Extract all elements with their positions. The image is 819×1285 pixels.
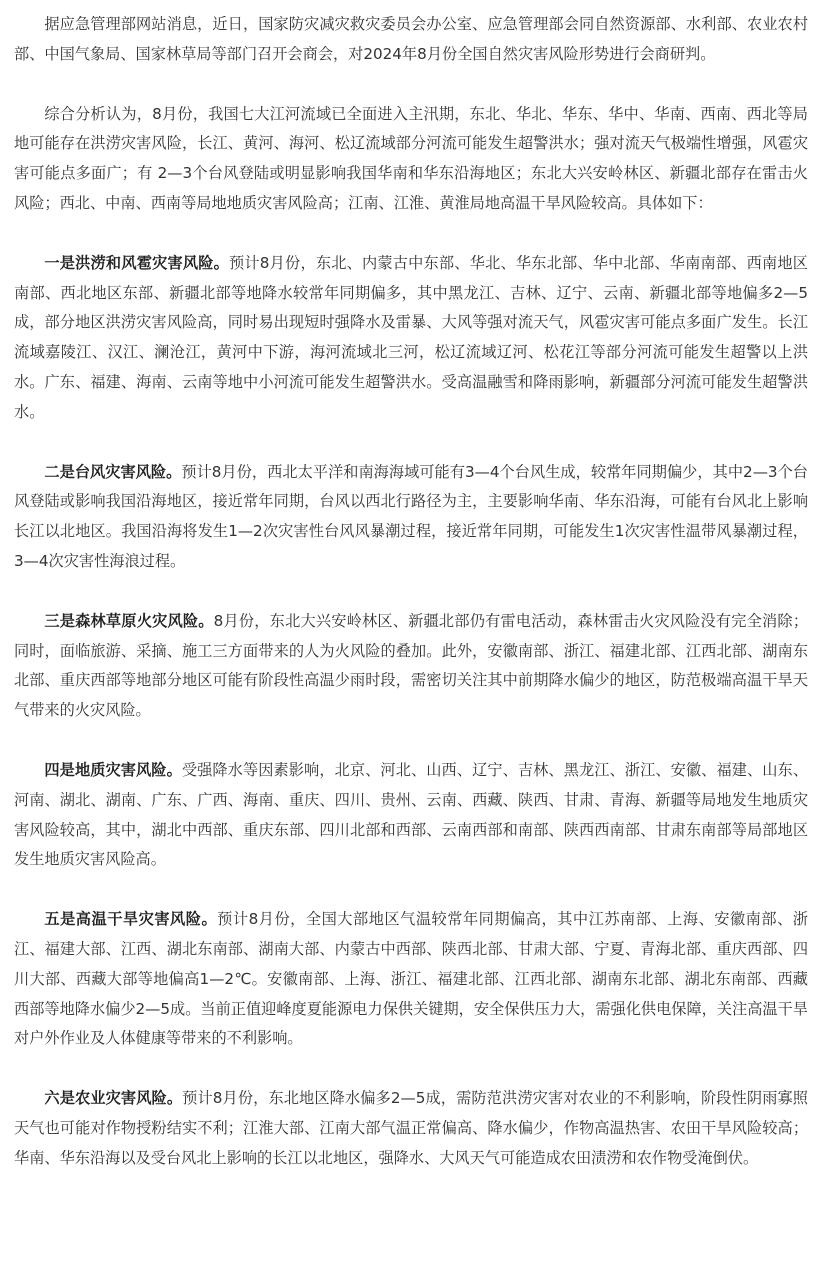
paragraph-gap xyxy=(14,219,808,249)
paragraph-gap xyxy=(14,577,808,607)
article-body xyxy=(14,10,808,1174)
intro-paragraph: 据应急管理部网站消息，近日，国家防灾减灾救灾委员会办公室、应急管理部会同自然资源部、水利部、农业农村部、中国气象局、国家林草局等部门召开会商会，对2024年8月份全国自然灾害风险形势进行会商研判。 xyxy=(14,15,808,63)
section-body: 预计8月份，东北地区降水偏多2—5成，需防范洪涝灾害对农业的不利影响，阶段性阴雨寡照天气也可能对作物授粉结实不利；江淮大部、江南大部气温正常偏高、降水偏少，作物高温热害、农田干旱风险较高；华南、华东沿海以及受台风北上影响的长江以北地区，强降水、大风天气可能造成农田渍涝和农作物受淹倒伏。 xyxy=(14,1089,808,1167)
section-body: 预计8月份，西北太平洋和南海海域可能有3—4个台风生成，较常年同期偏少，其中2—3个台风登陆或影响我国沿海地区，接近常年同期，台风以西北行路径为主，主要影响华南、华东沿海，可能有台风北上影响长江以北地区。我国沿海将发生1—2次灾害性台风风暴潮过程，接近常年同期，可能发生1次灾害性温带风暴潮过程，3—4次灾害性海浪过程。 xyxy=(14,462,808,570)
section-heading: 五是高温干旱灾害风险。 xyxy=(44,910,218,929)
section-body: 8月份，东北大兴安岭林区、新疆北部仍有雷电活动，森林雷击火灾风险没有完全消除；同时，面临旅游、采摘、施工三方面带来的人为火风险的叠加。此外，安徽南部、浙江、福建北部、江西北部、湖南东北部、重庆西部等地部分地区可能有阶段性高温少雨时段，需密切关注其中前期降水偏少的地区，防范极端高温干旱天气带来的火灾风险。 xyxy=(14,611,809,720)
paragraph-gap xyxy=(14,726,808,756)
section-geological xyxy=(14,756,808,875)
section-heading: 四是地质灾害风险。 xyxy=(44,760,182,779)
paragraph-gap xyxy=(14,428,808,458)
section-body: 预计8月份，全国大部地区气温较常年同期偏高，其中江苏南部、上海、安徽南部、浙江、福建大部、江西、湖北东南部、湖南大部、内蒙古中西部、陕西北部、甘肃大部、宁夏、青海北部、重庆西部、四川大部、西藏大部等地偏高1—2℃。安徽南部、上海、浙江、福建北部、江西北部、湖南东北部、湖北东南部、西藏西部等地降水偏少2—5成。当前正值迎峰度夏能源电力保供关键期，安全保供压力大，需强化供电保障，关注高温干旱对户外作业及人体健康等带来的不利影响。 xyxy=(14,910,808,1048)
section-agriculture xyxy=(14,1084,808,1173)
section-body: 受强降水等因素影响，北京、河北、山西、辽宁、吉林、黑龙江、浙江、安徽、福建、山东、河南、湖北、湖南、广东、广西、海南、重庆、四川、贵州、云南、西藏、陕西、甘肃、青海、新疆等局地发生地质灾害风险较高，其中，湖北中西部、重庆东部、四川北部和西部、云南西部和南部、陕西西南部、甘肃东南部等局部地区发生地质灾害风险高。 xyxy=(14,760,809,869)
paragraph-gap xyxy=(14,1054,808,1084)
paragraph-gap xyxy=(14,875,808,905)
section-heading: 三是森林草原火灾风险。 xyxy=(44,611,214,630)
section-heading: 一是洪涝和风雹灾害风险。 xyxy=(44,253,230,272)
section-flood-hail xyxy=(14,249,808,428)
paragraph-gap xyxy=(14,70,808,100)
section-heat-drought xyxy=(14,905,808,1054)
section-forest-fire xyxy=(14,607,808,726)
section-heading: 二是台风灾害风险。 xyxy=(44,462,182,481)
section-typhoon xyxy=(14,458,808,577)
section-body: 预计8月份，东北、内蒙古中东部、华北、华东北部、华中北部、华南南部、西南地区南部、西北地区东部、新疆北部等地降水较常年同期偏多，其中黑龙江、吉林、辽宁、云南、新疆北部等地偏多2—5成，部分地区洪涝灾害风险高，同时易出现短时强降水及雷暴、大风等强对流天气，风雹灾害可能点多面广发生。长江流域嘉陵江、汉江、澜沧江，黄河中下游，海河流域北三河，松辽流域辽河、松花江等部分河流可能发生超警以上洪水。广东、福建、海南、云南等地中小河流可能发生超警洪水。受高温融雪和降雨影响，新疆部分河流可能发生超警洪水。 xyxy=(14,253,808,421)
summary-paragraph: 综合分析认为，8月份，我国七大江河流域已全面进入主汛期，东北、华北、华东、华中、华南、西南、西北等局地可能存在洪涝灾害风险，长江、黄河、海河、松辽流域部分河流可能发生超警洪水；强对流天气极端性增强，风雹灾害可能点多面广；有 2—3个台风登陆或明显影响我国华南和华东沿海地区；东北大兴安岭林区、新疆北部存在雷击火风险；西北、中南、西南等局地地质灾害风险高；江南、江淮、黄淮局地高温干旱风险较高。具体如下： xyxy=(14,104,808,212)
section-heading: 六是农业灾害风险。 xyxy=(44,1089,183,1108)
